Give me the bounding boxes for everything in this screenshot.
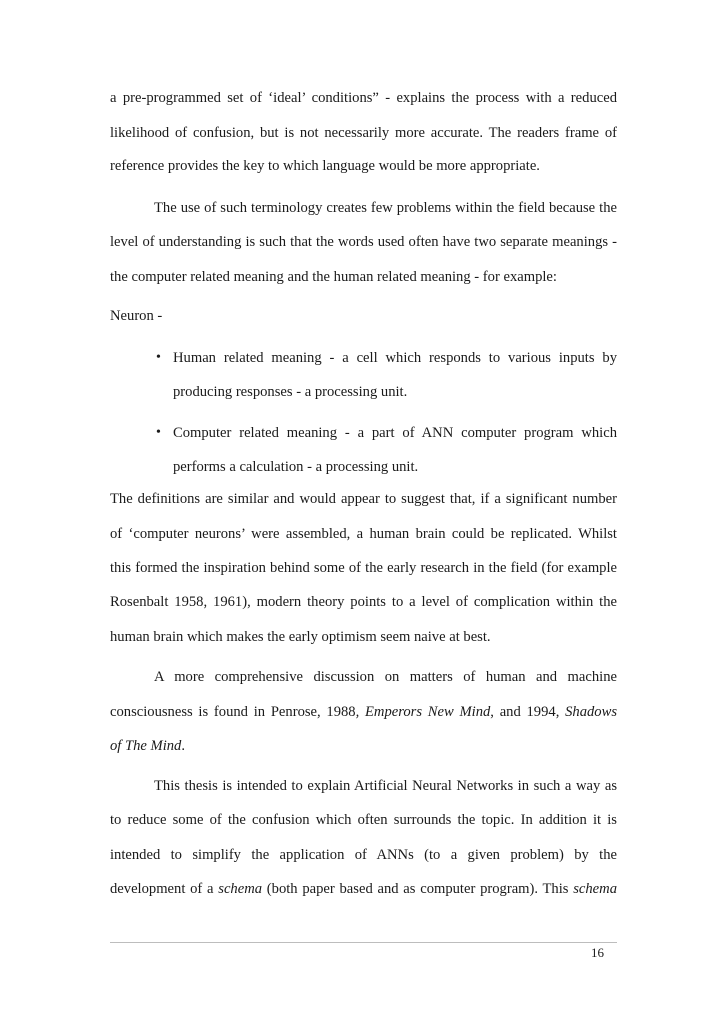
emphasis: schema (218, 881, 263, 897)
text-line: This thesis is intended to explain Artificial Neural Networks in such a way as (154, 778, 617, 794)
text-line: to reduce some of the confusion which often surrounds the topic. In addition it is (110, 812, 617, 828)
text-span: development of a (110, 881, 219, 897)
text-line: level of understanding is such that the words used often have two separate meanings - (110, 234, 617, 250)
book-title: of The Mind (110, 738, 182, 754)
text-line: this formed the inspiration behind some of the early research in the field (for example (110, 560, 617, 576)
text-line (110, 703, 617, 721)
text-line (110, 737, 617, 755)
bullet-icon: • (156, 425, 161, 440)
neuron-label: Neuron - (110, 308, 163, 324)
footer-divider (110, 942, 617, 943)
bullet-text-line: performs a calculation - a processing unit. (173, 459, 419, 475)
text-span: consciousness is found in Penrose, 1988 (110, 704, 356, 720)
text-span: , and 1994, (490, 704, 566, 720)
bullet-text-line: Computer related meaning - a part of ANN computer program which (173, 425, 617, 441)
text-span: . (181, 738, 186, 754)
text-span: , (355, 704, 366, 720)
text-line: the computer related meaning and the human related meaning - for example: (110, 269, 557, 285)
text-span: (both paper based and as computer program). This (262, 881, 574, 897)
text-line: a pre-programmed set of ‘ideal’ conditions” - explains the process with a reduced (110, 90, 617, 106)
book-title: Emperors New Mind (365, 704, 491, 720)
text-line: of ‘computer neurons’ were assembled, a human brain could be replicated. Whilst (110, 526, 617, 542)
bullet-text-line: producing responses - a processing unit. (173, 384, 408, 400)
emphasis: schema (573, 881, 617, 897)
book-title: Shadows (565, 704, 618, 720)
text-line: The use of such terminology creates few problems within the field because the (154, 200, 617, 216)
text-line: Rosenbalt 1958, 1961), modern theory points to a level of complication within the (110, 594, 617, 610)
text-line: likelihood of confusion, but is not necessarily more accurate. The readers frame of (110, 125, 617, 141)
bullet-icon: • (156, 350, 161, 365)
text-line: reference provides the key to which language would be more appropriate. (110, 158, 540, 174)
text-line: human brain which makes the early optimism seem naive at best. (110, 629, 491, 645)
text-line: intended to simplify the application of ANNs (to a given problem) by the (110, 847, 617, 863)
bullet-text-line: Human related meaning - a cell which responds to various inputs by (173, 350, 617, 366)
page-number: 16 (591, 945, 604, 960)
text-line (110, 880, 617, 898)
text-line: The definitions are similar and would appear to suggest that, if a significant number (110, 491, 617, 507)
text-line: A more comprehensive discussion on matters of human and machine (154, 669, 617, 685)
